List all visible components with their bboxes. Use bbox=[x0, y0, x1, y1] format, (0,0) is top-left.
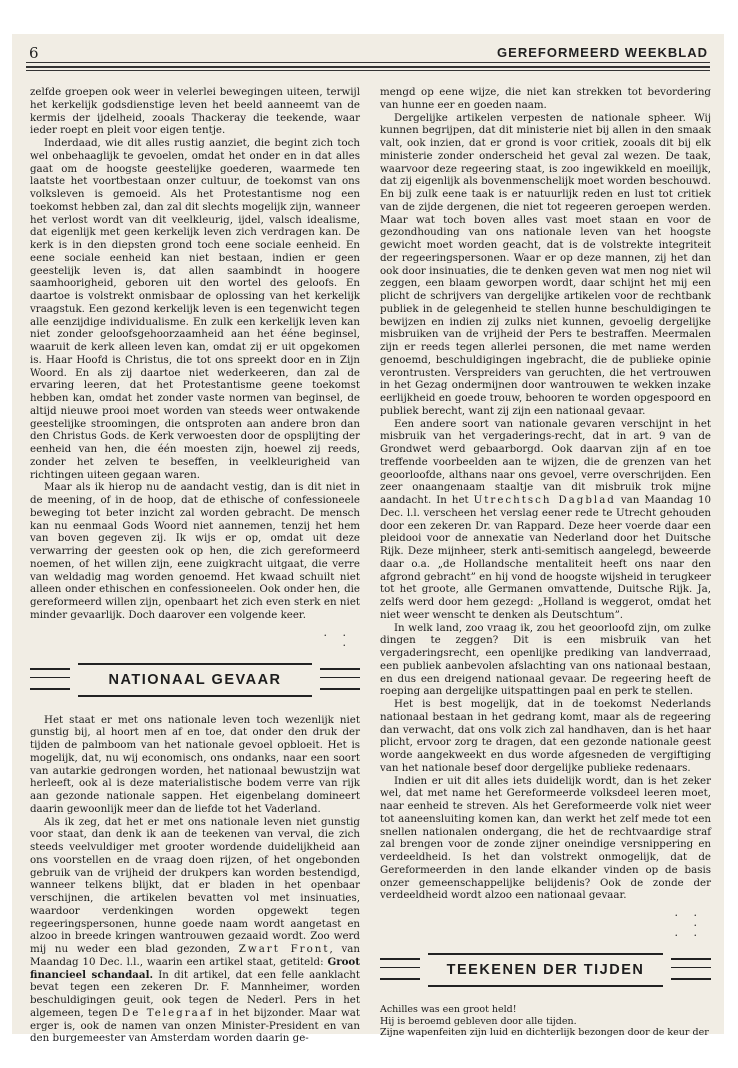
poem-line: Zijne wapenfeiten zijn luid en dichterlijk bezongen door de keur der bbox=[380, 1027, 709, 1038]
poem-line: Hij is beroemd gebleven door alle tijden. bbox=[380, 1015, 577, 1027]
section-title: NATIONAAL GEVAAR bbox=[78, 663, 312, 697]
paragraph: zelfde groepen ook weer in velerlei bewegingen uiteen, terwijl het kerkelijk godsdienstige leven het beeld aanneemt van de kermis der ijdelheid, zooals Thackeray die teekende, waar ieder roept en pleit voor eigen tentje. bbox=[30, 86, 360, 137]
left-column bbox=[30, 86, 360, 1045]
paragraph: Een andere soort van nationale gevaren verschijnt in het misbruik van het vergaderings-recht, dat in art. 9 van de Grondwet werd gebaarborgd. Ook daarvan zijn af en toe treffende voorbeelden aan te wijzen, die de grenzen van het geoorloofde, althans naar ons gevoel, verre overschrijden. Een zeer onaangenaam staaltje van dit misbruik trok mijne aandacht. In het Utrechtsch Dagblad van Maandag 10 Dec. l.l. verscheen het verslag eener rede te Utrecht gehouden door een zekeren Dr. van Rappard. Deze heer voerde daar een pleidooi voor de annexatie van Nederland door het Duitsche Rijk. Deze mijnheer, sterk anti-semitisch aangelegd, beweerde daar o.a. „de Hollandsche mentaliteit heeft ons naar den afgrond gebracht” en hij vond de hoogste wijsheid in terugkeer tot het groote, alle Germanen omvattende, Duitsche Rijk. Ja, zelfs werd door hem gezegd: „Holland is weggerot, omdat het niet weer wenscht te denken als Deutschtum”. bbox=[380, 417, 711, 621]
paragraph: Indien er uit dit alles iets duidelijk wordt, dan is het zeker wel, dat met name het Gereformeerde volksdeel leeren moet, naar eenheid te streven. Als het Gereformeerde volk niet weer tot aaneensluiting komen kan, dan werkt het zelf mede tot een snellen nationalen ondergang, die het de rechtvaardige straf zal brengen voor de zonde zijner oneindige versnippering en verdeeldheid. Is het dan volstrekt onmogelijk, dat de Gereformeerden in den lande elkander vinden op de basis onzer gemeenschappelijke belijdenis? Ook de zonde der verdeeldheid wordt alzoo een nationaal gevaar. bbox=[380, 774, 711, 902]
running-title: GEREFORMEERD WEEKBLAD bbox=[497, 45, 708, 60]
right-column bbox=[380, 86, 711, 1039]
ornament-stars: . . . . . bbox=[674, 906, 703, 939]
paragraph: mengd op eene wijze, die niet kan strekken tot bevordering van hunne eer en goeden naam. bbox=[380, 86, 711, 111]
page bbox=[12, 34, 724, 1045]
header-rule bbox=[26, 70, 710, 71]
paragraph: Inderdaad, wie dit alles rustig aanziet, die begint zich toch wel onbehaaglijk te gevoelen, omdat het onder en in dat alles gaat om de hoogste geestelijke goederen, waarmede ten laatste het voortbestaan onzer cultuur, de toekomst van ons volksleven is gemoeid. Als het Protestantisme nog een toekomst hebben zal, dan zal dit slechts mogelijk zijn, wanneer het verlost wordt van dit veelkleurig, ijdel, valsch idealisme, dat eigenlijk met geen kerkelijk leven zich verdragen kan. De kerk is in den diepsten grond toch eene sociale eenheid. En eene sociale eenheid kan niet bestaan, indien er geen geestelijk leven is, dat allen saambindt in hoogere saamhoorigheid, geboren uit den wortel des geloofs. En daartoe is volstrekt onmisbaar de oplossing van het kerkelijk vraagstuk. Een gezond kerkelijk leven is een tegenwicht tegen alle eenzijdige individualisme. En zulk een kerkelijk leven kan niet zonder geloofsgehoorzaamheid aan het ééne beginsel, waaruit de kerk alleen leven kan, omdat zij er uit opgekomen is. Haar Hoofd is Christus, die tot ons spreekt door en in Zijn Woord. En als zij daartoe niet wederkeeren, dan zal de ervaring leeren, dat het Protestantisme geene toekomst hebben kan, omdat het zonder vaste normen van beginsel, de altijd nieuwe prooi moet worden van steeds weer ontwakende geestelijke stroomingen, die ontsproten aan andere bron dan den Christus Gods. de Kerk verwoesten door de opsplijting der eenheid van hen, die één moesten zijn, hoewel zij reeds, zonder het zelven te beseffen, in veelkleurigheid van richtingen uiteen gegaan waren. bbox=[30, 137, 360, 481]
paragraph: Als ik zeg, dat het er met ons nationale leven niet gunstig voor staat, dan denk ik aan de teekenen van verval, die zich steeds veelvuldiger met grooter wordende duidelijkheid aan ons voorstellen en de vraag doen rijzen, of het ongebonden gebruik van de vrijheid der drukpers kan worden bestendigd, wanneer telkens blijkt, dat er bladen in het openbaar verschijnen, die artikelen bevatten vol met insinuaties, waardoor verdenkingen worden opgewekt tegen regeeringspersonen, hunne goede naam wordt aangetast en alzoo in breede kringen wantrouwen gezaaid wordt. Zoo werd mij nu weder een blad gezonden, Zwart Front, van Maandag 10 Dec. l.l., waarin een artikel staat, getiteld: Groot financieel schandaal. In dit artikel, dat een felle aanklacht bevat tegen een zekeren Dr. F. Mannheimer, worden beschuldigingen geuit, ook tegen de Nederl. Pers in het algemeen, tegen De Telegraaf in het bijzonder. Maar wat erger is, ook de namen van onzen Minister-President en van den burgemeester van Amsterdam worden daarin ge- bbox=[30, 815, 360, 1045]
poem-line: Achilles was een groot held! bbox=[380, 1004, 517, 1015]
paragraph: Maar als ik hierop nu de aandacht vestig, dan is dit niet in de meening, of in de hoop, dat de ethische of confessioneele beweging tot beter inzicht zal worden gebracht. De mensch kan nu eenmaal Gods Woord niet aannemen, tenzij het hem van boven gegeven zij. Ik wijs er op, omdat uit deze verwarring der geesten ook op hen, die zich gereformeerd noemen, of het willen zijn, eene zuigkracht uitgaat, die verre van weldadig mag worden genoemd. Het kwaad schuilt niet alleen onder ethischen en confessioneelen. Ook onder hen, die gereformeerd willen zijn, openbaart het zich even sterk en niet minder gevaarlijk. Doch daarover een volgende keer. bbox=[30, 481, 360, 621]
ornament-lines bbox=[30, 668, 70, 690]
page-number: 6 bbox=[29, 44, 39, 62]
newspaper-name: De Telegraaf bbox=[122, 1006, 214, 1019]
paragraph: Het is best mogelijk, dat in de toekomst Nederlands nationaal bestaan in het gedrang komt, maar als de regeering dan verwacht, dat ons volk zich zal handhaven, dan is het haar plicht, ervoor zorg te dragen, dat een gezonde nationale geest worde aangekweekt en dus worde afgesneden de vergiftiging van het nationale besef door dergelijke publieke redenaars. bbox=[380, 698, 711, 774]
article-title: Groot financieel schandaal. bbox=[30, 955, 360, 981]
poem bbox=[380, 1004, 711, 1039]
ornament-lines bbox=[380, 958, 420, 980]
ornament-lines bbox=[671, 958, 711, 980]
header-rule bbox=[26, 62, 710, 63]
section-heading-nationaal-gevaar bbox=[30, 658, 360, 702]
section-title: TEEKENEN DER TIJDEN bbox=[428, 953, 663, 987]
newspaper-name: Zwart Front bbox=[238, 943, 330, 955]
ornament-stars: . . . bbox=[323, 625, 352, 649]
section-heading-teekenen-der-tijden bbox=[380, 948, 711, 992]
header-rule-thick bbox=[26, 66, 710, 68]
paragraph: Het staat er met ons nationale leven toch wezenlijk niet gunstig bij, al hoort men af en toe, dat onder den druk der tijden de palmboom van het nationale gevoel opbloeit. Het is mogelijk, dat, nu wij economisch, ons ondanks, naar een soort van autarkie gedrongen worden, het nationaal bewustzijn wat herleeft, ook al is deze materialistische bodem verre van rijk aan gezonde nationale sappen. Het eigenbelang domineert daarin gewoonlijk meer dan de liefde tot het Vaderland. bbox=[30, 713, 360, 815]
paragraph: Dergelijke artikelen verpesten de nationale spheer. Wij kunnen begrijpen, dat dit ministerie niet bij allen in den smaak valt, ook inzien, dat er grond is voor critiek, zooals dit bij elk ministerie zonder onderscheid het geval zal wezen. De taak, waarvoor deze regeering staat, is zoo ingewikkeld en moeilijk, dat zij eigenlijk als bovenmenschelijk moet worden beschouwd. En bij zulk eene taak is er natuurlijk reden en lust tot critiek van de zijde dergenen, die niet tot regeeren geroepen werden. Maar wat toch boven alles vast moet staan en voor de gezondhouding van ons nationale leven van het hoogste gewicht moet worden geacht, dat is de volstrekte integriteit der regeeringspersonen. Waar er op deze mannen, zij het dan ook door insinuaties, die te denken geven wat men nog niet wil zeggen, een blaam geworpen wordt, daar schijnt het mij een plicht de schrijvers van dergelijke artikelen voor de rechtbank publiek in de gelegenheid te stellen hunne beschuldigingen te bewijzen en indien zij zulks niet kunnen, gevoelig dergelijke misbruiken van de vrijheid der Pers te bestraffen. Meermalen zijn er reeds tegen allerlei personen, die met name werden genoemd, beschuldigingen ingebracht, die de publieke opinie verontrusten. Verspreiders van geruchten, die het vertrouwen in het Gezag ondermijnen door wantrouwen te wekken inzake eerlijkheid en goede trouw, behooren te worden opgespoord en publiek berecht, want zij zijn een nationaal gevaar. bbox=[380, 111, 711, 417]
paragraph: In welk land, zoo vraag ik, zou het geoorloofd zijn, om zulke dingen te zeggen? Dit is een misbruik van het vergaderingsrecht, een openlijke prediking van landverraad, een publiek aanbevolen afslachting van ons nationaal bestaan, en dus een dreigend nationaal gevaar. De regeering heeft de roeping aan dergelijke uitspattingen paal en perk te stellen. bbox=[380, 621, 711, 698]
ornament-lines bbox=[320, 668, 360, 690]
newspaper-name: Utrechtsch Dagblad bbox=[473, 494, 616, 506]
